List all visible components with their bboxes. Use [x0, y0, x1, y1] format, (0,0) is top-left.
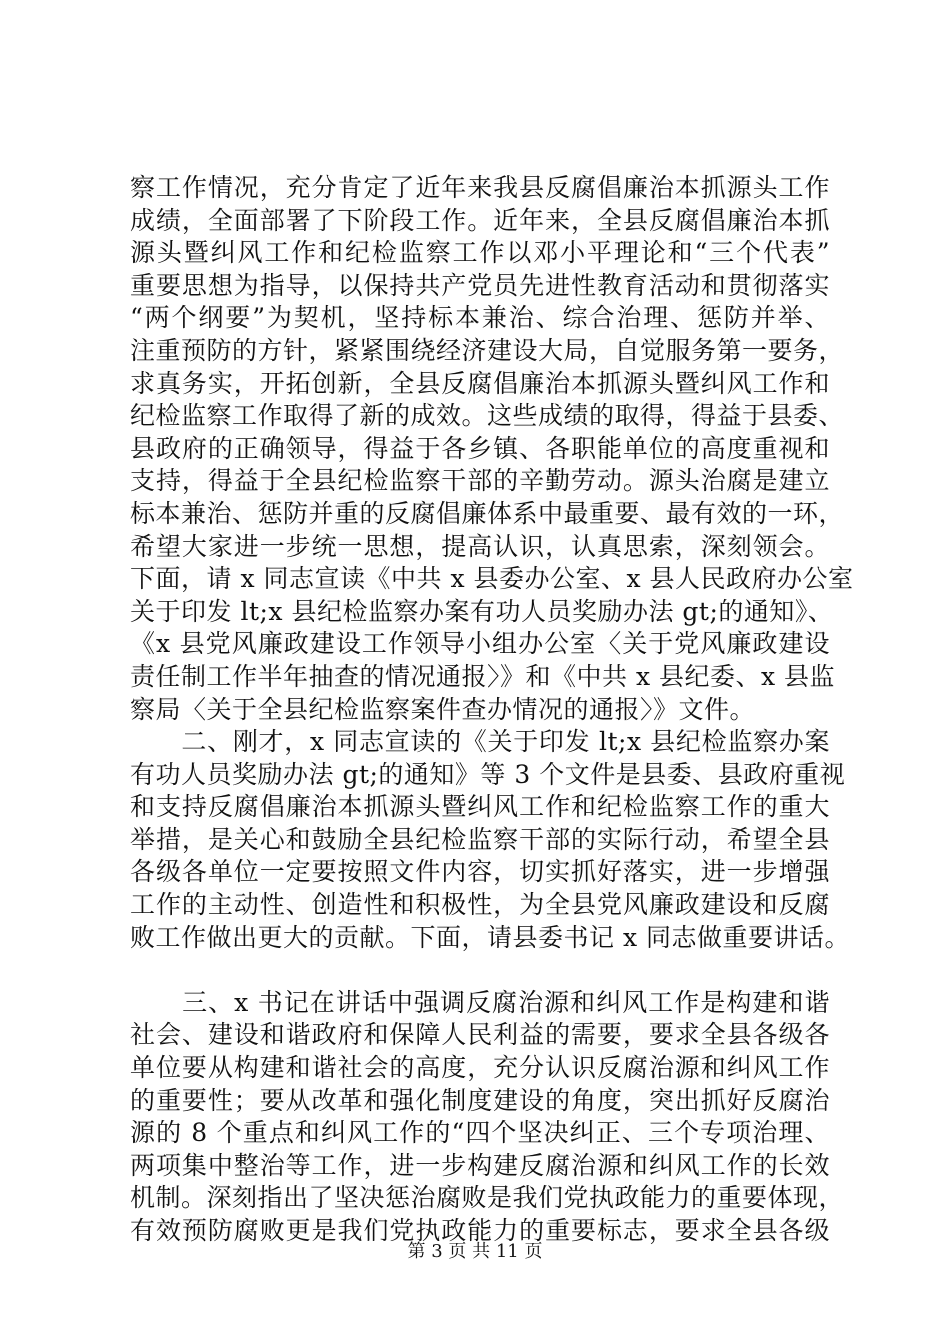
text-line: 关于印发 lt;x 县纪检监察办案有功人员奖励办法 gt;的通知》、 [130, 596, 834, 626]
text-line: 两项集中整治等工作，进一步构建反腐治源和纠风工作的长效 [130, 1150, 830, 1180]
text-line: 各级各单位一定要按照文件内容，切实抓好落实，进一步增强 [130, 857, 830, 887]
text-line: 有功人员奖励办法 gt;的通知》等 3 个文件是县委、县政府重视 [130, 759, 846, 789]
text-line: 支持，得益于全县纪检监察干部的辛勤劳动。源头治腐是建立 [130, 466, 830, 496]
text-line: 三、x 书记在讲话中强调反腐治源和纠风工作是构建和谐 [130, 987, 830, 1017]
text-line: 察局〈关于全县纪检监察案件查办情况的通报〉》文件。 [130, 694, 756, 724]
text-line: 希望大家进一步统一思想，提高认识，认真思索，深刻领会。 [130, 531, 830, 561]
text-line: 注重预防的方针，紧紧围绕经济建设大局，自觉服务第一要务， [130, 335, 845, 365]
paragraph-gap [130, 954, 830, 987]
text-line: 责任制工作半年抽查的情况通报〉》和《中共 x 县纪委、x 县监 [130, 661, 836, 691]
text-line: 工作的主动性、创造性和积极性，为全县党风廉政建设和反腐 [130, 890, 830, 920]
text-line: 县政府的正确领导，得益于各乡镇、各职能单位的高度重视和 [130, 433, 830, 463]
text-line: 举措，是关心和鼓励全县纪检监察干部的实际行动，希望全县 [130, 824, 830, 854]
text-line: 和支持反腐倡廉治本抓源头暨纠风工作和纪检监察工作的重大 [130, 792, 830, 822]
text-line: 察工作情况，充分肯定了近年来我县反腐倡廉治本抓源头工作 [130, 173, 830, 202]
text-line: 求真务实，开拓创新，全县反腐倡廉治本抓源头暨纠风工作和 [130, 368, 830, 398]
text-line: 下面，请 x 同志宣读《中共 x 县委办公室、x 县人民政府办公室 [130, 564, 854, 594]
text-line: 成绩，全面部署了下阶段工作。近年来，全县反腐倡廉治本抓 [130, 205, 830, 235]
text-line: 重要思想为指导，以保持共产党员先进性教育活动和贯彻落实 [130, 270, 830, 300]
body-text [130, 172, 854, 1248]
text-line: 源的 8 个重点和纠风工作的“四个坚决纠正、三个专项治理、 [130, 1118, 830, 1148]
text-line: 败工作做出更大的贡献。下面，请县委书记 x 同志做重要讲话。 [130, 922, 850, 952]
text-line: 二、刚才，x 同志宣读的《关于印发 lt;x 县纪检监察办案 [130, 727, 830, 757]
text-line: “两个纲要”为契机，坚持标本兼治、综合治理、惩防并举、 [130, 303, 830, 333]
text-line: 《x 县党风廉政建设工作领导小组办公室〈关于党风廉政建设 [130, 629, 830, 659]
page-footer: 第 3 页 共 11 页 [407, 1241, 543, 1262]
text-line: 源头暨纠风工作和纪检监察工作以邓小平理论和“三个代表” [130, 238, 830, 268]
text-line: 社会、建设和谐政府和保障人民利益的需要，要求全县各级各 [130, 1020, 830, 1050]
text-line: 单位要从构建和谐社会的高度，充分认识反腐治源和纠风工作 [130, 1053, 830, 1083]
text-line: 有效预防腐败更是我们党执政能力的重要标志，要求全县各级 [130, 1216, 830, 1245]
text-line: 纪检监察工作取得了新的成效。这些成绩的取得，得益于县委、 [130, 401, 845, 431]
text-line: 机制。深刻指出了坚决惩治腐败是我们党执政能力的重要体现， [130, 1183, 845, 1213]
text-line: 的重要性；要从改革和强化制度建设的角度，突出抓好反腐治 [130, 1085, 830, 1115]
text-line: 标本兼治、惩防并重的反腐倡廉体系中最重要、最有效的一环， [130, 498, 845, 528]
